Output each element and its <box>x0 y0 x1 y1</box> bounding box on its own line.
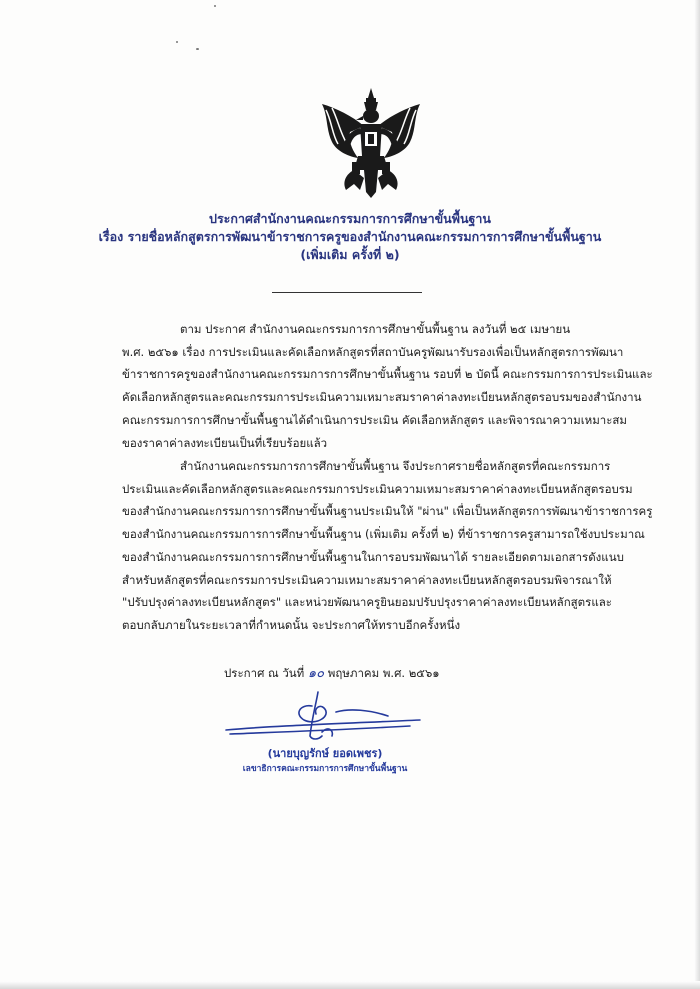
title-divider <box>272 292 422 293</box>
announcement-date <box>224 662 440 683</box>
signer-block <box>220 746 430 776</box>
signer-position: เลขาธิการคณะกรรมการการศึกษาขั้นพื้นฐาน <box>242 764 408 774</box>
text-line: ประเมินและคัดเลือกหลักสูตรและคณะกรรมการประเมินความเหมาะสมราคาค่าลงทะเบียนหลักสูตรอบรม <box>122 481 633 496</box>
page-edge-shadow <box>0 981 700 989</box>
date-day-handwritten: ๑๐ <box>307 666 325 681</box>
text-line: "ปรับปรุงค่าลงทะเบียนหลักสูตร" และหน่วยพัฒนาครูยินยอมปรับปรุงราคาค่าลงทะเบียนหลักสูตรและ <box>122 595 612 610</box>
text-line: ข้าราชการครูของสำนักงานคณะกรรมการการศึกษาขั้นพื้นฐาน รอบที่ ๒ บัดนี้ คณะกรรมการการประเมินและ <box>122 367 653 382</box>
text-line: คณะกรรมการการศึกษาขั้นพื้นฐานได้ดำเนินการประเมิน คัดเลือกหลักสูตร และพิจารณาความเหมาะสม <box>122 412 628 427</box>
text-line: ตาม ประกาศ สำนักงานคณะกรรมการการศึกษาขั้นพื้นฐาน ลงวันที่ ๒๕ เมษายน <box>180 322 571 336</box>
paragraph-background <box>122 318 653 454</box>
title-line: ประกาศสำนักงานคณะกรรมการการศึกษาขั้นพื้นฐาน <box>209 211 491 226</box>
scan-speck <box>176 41 178 43</box>
text-line: สำหรับหลักสูตรที่คณะกรรมการประเมินความเหมาะสมราคาค่าลงทะเบียนหลักสูตรอบรมพิจารณาให้ <box>122 572 612 587</box>
scan-speck <box>196 48 199 50</box>
paragraph-announcement <box>122 455 653 637</box>
text-line: ของราคาค่าลงทะเบียนเป็นที่เรียบร้อยแล้ว <box>122 435 328 450</box>
title-line: เรื่อง รายชื่อหลักสูตรการพัฒนาข้าราชการครูของสำนักงานคณะกรรมการการศึกษาขั้นพื้นฐาน <box>98 229 602 244</box>
text-line: สำนักงานคณะกรรมการการศึกษาขั้นพื้นฐาน จึงประกาศรายชื่อหลักสูตรที่คณะกรรมการ <box>180 459 611 473</box>
announcement-title <box>60 210 640 264</box>
text-line: ของสำนักงานคณะกรรมการการศึกษาขั้นพื้นฐานประเมินให้ "ผ่าน" เพื่อเป็นหลักสูตรการพัฒนาข้าราชการครู <box>122 504 653 519</box>
scan-speck <box>214 5 216 7</box>
date-suffix: พฤษภาคม พ.ศ. ๒๕๖๑ <box>327 666 440 680</box>
text-line: คัดเลือกหลักสูตรและคณะกรรมการประเมินความเหมาะสมราคาค่าลงทะเบียนหลักสูตรอบรมของสำนักงาน <box>122 390 642 405</box>
garuda-emblem-icon <box>316 86 426 202</box>
title-line: (เพิ่มเติม ครั้งที่ ๒) <box>300 247 400 262</box>
text-line: พ.ศ. ๒๕๖๑ เรื่อง การประเมินและคัดเลือกหลักสูตรที่สถาบันครูพัฒนารับรองเพื่อเป็นหลักสูตรการพัฒนา <box>122 344 624 359</box>
text-line: ของสำนักงานคณะกรรมการการศึกษาขั้นพื้นฐานในการอบรมพัฒนาได้ รายละเอียดตามเอกสารดังแนบ <box>122 549 624 564</box>
text-line: ของสำนักงานคณะกรรมการการศึกษาขั้นพื้นฐาน (เพิ่มเติม ครั้งที่ ๒) ที่ข้าราชการครูสามารถใช้งบประมาณ <box>122 527 645 542</box>
signature-image <box>220 686 430 746</box>
date-prefix: ประกาศ ณ วันที่ <box>224 666 305 680</box>
page-edge-shadow <box>694 0 700 989</box>
signer-name: (นายบุญรักษ์ ยอดเพชร) <box>267 747 383 760</box>
text-line: ตอบกลับภายในระยะเวลาที่กำหนดนั้น จะประกาศให้ทราบอีกครั้งหนึ่ง <box>122 617 461 632</box>
